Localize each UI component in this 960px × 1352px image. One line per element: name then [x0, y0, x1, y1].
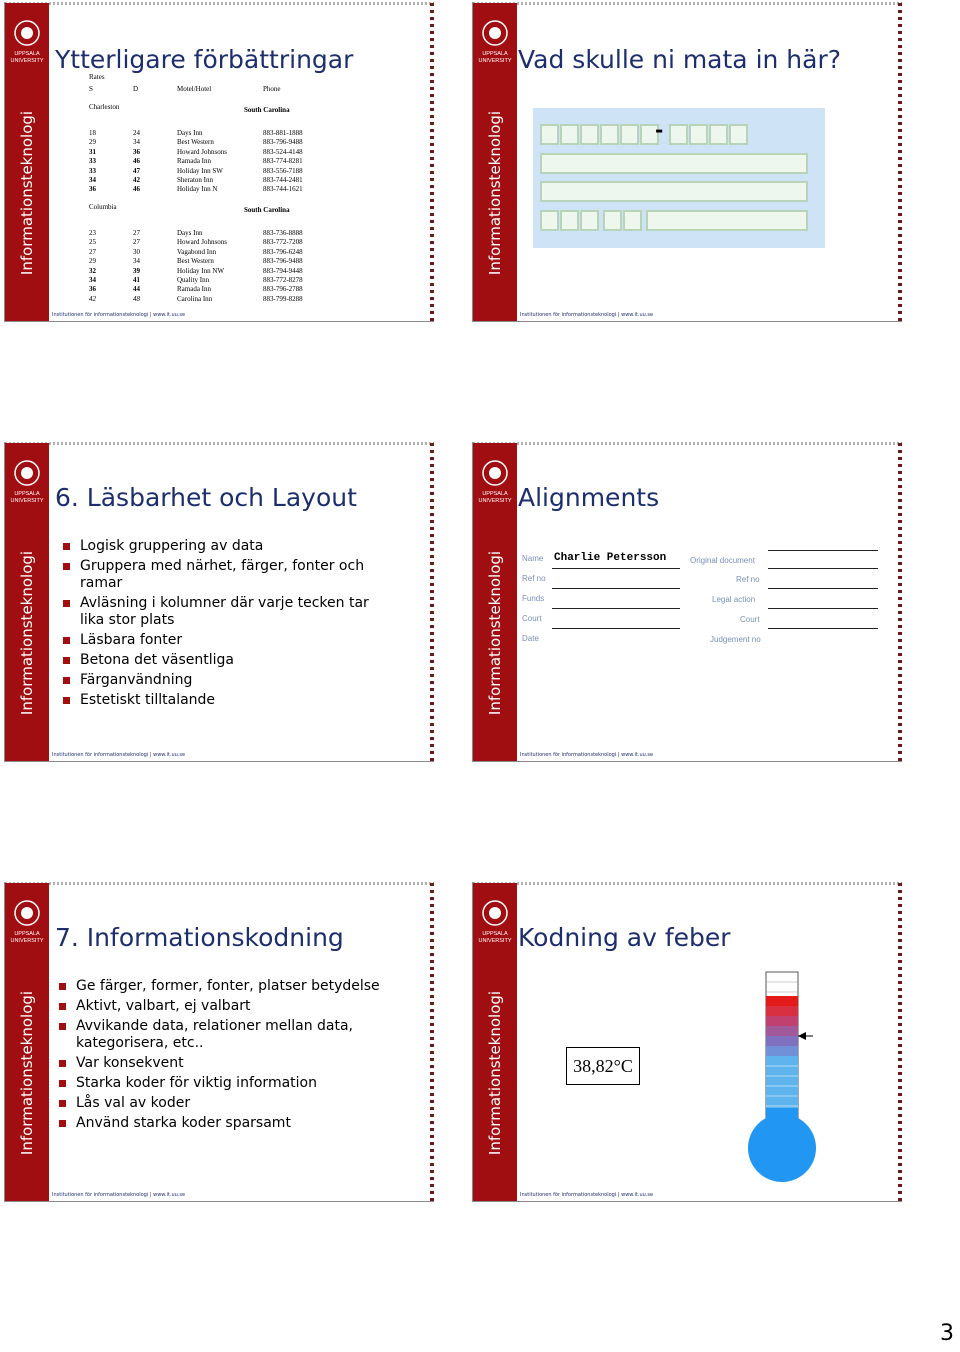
- slide-lasbarhet: [4, 442, 434, 762]
- list-item-text: Starka koder för viktig information: [76, 1075, 317, 1091]
- table-cell: 23: [89, 229, 96, 237]
- table-cell: Ramada Inn: [177, 157, 212, 166]
- phone-digit-field[interactable]: [580, 124, 599, 145]
- table-cell: 30: [133, 247, 140, 256]
- phone-digit-field[interactable]: [709, 124, 728, 145]
- field-underline: [552, 588, 680, 589]
- uppsala-university-seal-icon: [476, 17, 514, 65]
- slide-top-border: [5, 882, 433, 885]
- list-item: [57, 998, 386, 1015]
- sidebar-label: Informationsteknologi: [18, 550, 36, 716]
- list-item-text: Betona det väsentliga: [80, 652, 234, 668]
- bullet-square-icon: [63, 697, 70, 704]
- table-cell: 34: [133, 138, 140, 147]
- bullet-square-icon: [63, 543, 70, 550]
- table-cell: 33: [89, 166, 96, 175]
- sidebar-label: Informationsteknologi: [486, 110, 504, 276]
- slide-footer: Institutionen för informationsteknologi | www.it.uu.se: [520, 752, 654, 758]
- list-item-text: Avvikande data, relationer mellan data, kategorisera, etc..: [76, 1018, 353, 1051]
- field-label-name: Name: [522, 554, 544, 563]
- slide-right-border: [430, 443, 434, 761]
- table-cell: 34: [89, 176, 96, 184]
- table-cell: Days Inn: [177, 229, 203, 237]
- slide-footer: Institutionen för informationsteknologi | www.it.uu.se: [52, 752, 186, 758]
- slide-title: Vad skulle ni mata in här?: [518, 45, 842, 74]
- list-item: [61, 652, 390, 669]
- list-item-text: Var konsekvent: [76, 1055, 184, 1071]
- table-cell: 24: [133, 129, 140, 137]
- table-cell: 883-794-9448: [263, 266, 303, 275]
- slide-title: Kodning av feber: [518, 923, 731, 952]
- slide-top-border: [5, 2, 433, 5]
- logo-text-line2: UNIVERSITY: [10, 498, 44, 504]
- text-field[interactable]: [540, 181, 808, 202]
- list-item: [57, 1018, 386, 1052]
- field-label-funds: Funds: [522, 594, 545, 603]
- phone-digit-field[interactable]: [540, 124, 559, 145]
- slide-right-border: [898, 443, 902, 761]
- table-cell: Ramada Inn: [177, 285, 212, 294]
- field-underline: [768, 588, 878, 589]
- table-cell: 27: [89, 247, 96, 256]
- name-value: Charlie Petersson: [554, 552, 667, 564]
- uppsala-university-seal-icon: [476, 457, 514, 505]
- table-cell: 18: [89, 129, 96, 137]
- list-item: [57, 1055, 386, 1072]
- list-item: [57, 1075, 386, 1092]
- phone-digit-field[interactable]: [620, 124, 639, 145]
- bullet-square-icon: [59, 1023, 66, 1030]
- table-cell: 48: [133, 294, 140, 303]
- list-item: [61, 558, 390, 592]
- list-item-text: Logisk gruppering av data: [80, 538, 264, 554]
- table-cell: 36: [89, 185, 96, 194]
- table-cell: Holiday Inn SW: [177, 166, 223, 175]
- slide-ytterligare: [4, 2, 434, 322]
- bullet-square-icon: [59, 1060, 66, 1067]
- table-cell: 42: [133, 176, 140, 184]
- table-cell: 883-772-8278: [263, 276, 303, 284]
- slide-sidebar: [5, 3, 49, 321]
- list-item-text: Avläsning i kolumner där varje tecken tar lika stor plats: [80, 595, 369, 628]
- list-item: [61, 692, 390, 709]
- slide-top-border: [5, 442, 433, 445]
- table-cell: 883-796-9488: [263, 257, 303, 266]
- bullet-square-icon: [59, 1120, 66, 1127]
- slide-footer: Institutionen för informationsteknologi | www.it.uu.se: [52, 1192, 186, 1198]
- group-state: South Carolina: [244, 206, 290, 214]
- slide-right-border: [430, 883, 434, 1201]
- table-header-motel: Motel/Hotel: [177, 85, 212, 93]
- slide-footer: Institutionen för informationsteknologi | www.it.uu.se: [52, 312, 186, 318]
- table-cell: 883-796-6248: [263, 247, 303, 256]
- list-item: [61, 538, 390, 555]
- field-label-legal-action: Legal action: [712, 595, 756, 604]
- list-item-text: Läsbara fonter: [80, 632, 183, 648]
- bullet-square-icon: [63, 657, 70, 664]
- table-cell: Carolina Inn: [177, 294, 213, 303]
- sidebar-label: Informationsteknologi: [18, 110, 36, 276]
- table-cell: 27: [133, 238, 140, 247]
- list-item-text: Estetiskt tilltalande: [80, 692, 216, 708]
- table-cell: 39: [133, 266, 140, 275]
- field-label-original-document: Original document: [690, 556, 755, 565]
- table-cell: 883-524-4148: [263, 147, 303, 156]
- table-cell: Holiday Inn N: [177, 185, 218, 194]
- field-underline: [552, 628, 680, 629]
- table-cell: Howard Johnsons: [177, 238, 227, 247]
- slide-sidebar: [473, 3, 517, 321]
- table-cell: 46: [133, 185, 140, 194]
- table-cell: 47: [133, 166, 140, 175]
- field-label-refno-right: Ref no: [736, 575, 760, 584]
- text-field[interactable]: [646, 210, 808, 231]
- bullet-square-icon: [59, 1080, 66, 1087]
- list-item: [61, 672, 390, 689]
- table-cell: 31: [89, 147, 96, 156]
- bullet-square-icon: [63, 637, 70, 644]
- sidebar-label: Informationsteknologi: [18, 990, 36, 1156]
- table-cell: Days Inn: [177, 129, 203, 137]
- field-label-court: Court: [522, 614, 542, 623]
- logo-text-line2: UNIVERSITY: [10, 58, 44, 64]
- slide-right-border: [898, 3, 902, 321]
- slide-right-border: [430, 3, 434, 321]
- slide-informationskodning: [4, 882, 434, 1202]
- phone-digit-field[interactable]: [669, 124, 688, 145]
- slide-sidebar: [473, 883, 517, 1201]
- bullet-square-icon: [59, 1100, 66, 1107]
- table-cell: 32: [89, 266, 96, 275]
- group-state: South Carolina: [244, 106, 290, 114]
- logo-text-line2: UNIVERSITY: [478, 938, 512, 944]
- uppsala-university-seal-icon: [8, 457, 46, 505]
- table-cell: 883-772-7208: [263, 238, 303, 247]
- list-item-text: Ge färger, former, fonter, platser betydelse: [76, 978, 380, 994]
- temperature-value: 38,82°C: [573, 1055, 633, 1076]
- slide-title: Ytterligare förbättringar: [55, 45, 354, 74]
- table-cell: Quality Inn: [177, 276, 210, 284]
- table-cell: 25: [89, 238, 96, 247]
- alignment-form-example: [520, 548, 880, 648]
- group-city: Columbia: [89, 203, 117, 211]
- field-underline: [768, 550, 878, 551]
- table-cell: 44: [133, 285, 140, 294]
- uppsala-university-seal-icon: [8, 897, 46, 945]
- table-header-s: S: [89, 85, 93, 93]
- rates-table: [89, 73, 329, 303]
- slide-sidebar: [473, 443, 517, 761]
- table-cell: 883-881-1888: [263, 129, 303, 137]
- bullet-square-icon: [63, 677, 70, 684]
- table-cell: 36: [89, 285, 96, 294]
- table-cell: 883-799-8288: [263, 294, 303, 303]
- date-digit-field[interactable]: [623, 210, 642, 231]
- form-mockup: [533, 108, 825, 248]
- table-cell: 34: [133, 257, 140, 266]
- group-city: Charleston: [89, 103, 120, 111]
- text-field[interactable]: [540, 153, 808, 174]
- table-cell: 883-556-7188: [263, 166, 303, 175]
- table-cell: 883-796-9488: [263, 138, 303, 147]
- slide-sidebar: [5, 443, 49, 761]
- logo-text-line1: UPPSALA: [14, 931, 40, 937]
- table-cell: 883-744-2481: [263, 176, 303, 184]
- slide-top-border: [473, 442, 901, 445]
- slide-top-border: [473, 2, 901, 5]
- slide-title: Alignments: [518, 483, 660, 512]
- date-digit-field[interactable]: [560, 210, 579, 231]
- field-underline: [552, 568, 680, 569]
- slide-right-border: [898, 883, 902, 1201]
- bullet-square-icon: [59, 983, 66, 990]
- table-cell: 29: [89, 138, 96, 147]
- uppsala-university-seal-icon: [8, 17, 46, 65]
- field-label-judgement-no: Judgement no: [710, 635, 761, 644]
- bullet-list: [61, 538, 390, 712]
- field-label-date: Date: [522, 634, 539, 643]
- table-header-phone: Phone: [263, 85, 281, 93]
- temperature-box: [566, 1047, 640, 1085]
- phone-dash: -: [655, 118, 664, 142]
- slide-title: 7. Informationskodning: [55, 923, 344, 952]
- list-item-text: Gruppera med närhet, färger, fonter och ramar: [80, 558, 365, 591]
- bullet-square-icon: [63, 563, 70, 570]
- slide-title: 6. Läsbarhet och Layout: [55, 483, 357, 512]
- list-item: [61, 595, 390, 629]
- list-item: [61, 632, 390, 649]
- table-cell: 41: [133, 276, 140, 284]
- date-digit-field[interactable]: [603, 210, 622, 231]
- bullet-square-icon: [63, 600, 70, 607]
- slide-top-border: [473, 882, 901, 885]
- table-rates-label: Rates: [89, 73, 105, 81]
- list-item-text: Färganvändning: [80, 672, 193, 688]
- sidebar-label: Informationsteknologi: [486, 990, 504, 1156]
- field-underline: [768, 568, 878, 569]
- table-cell: Holiday Inn NW: [177, 266, 225, 275]
- uppsala-university-seal-icon: [476, 897, 514, 945]
- table-cell: 883-774-8281: [263, 157, 303, 166]
- field-label-court-right: Court: [740, 615, 760, 624]
- logo-text-line1: UPPSALA: [14, 51, 40, 57]
- list-item-text: Aktivt, valbart, ej valbart: [76, 998, 251, 1014]
- table-cell: 34: [89, 276, 96, 284]
- list-item-text: Lås val av koder: [76, 1095, 191, 1111]
- phone-digit-field[interactable]: [600, 124, 619, 145]
- slide-kodning-av-feber: [472, 882, 902, 1202]
- slide-sidebar: [5, 883, 49, 1201]
- logo-text-line1: UPPSALA: [482, 931, 508, 937]
- table-cell: Howard Johnsons: [177, 147, 227, 156]
- phone-digit-field[interactable]: [560, 124, 579, 145]
- bullet-square-icon: [59, 1003, 66, 1010]
- logo-text-line1: UPPSALA: [482, 51, 508, 57]
- table-cell: 42: [89, 294, 96, 303]
- thermometer-icon: [735, 968, 835, 1188]
- slide-footer: Institutionen för informationsteknologi | www.it.uu.se: [520, 1192, 654, 1198]
- logo-text-line2: UNIVERSITY: [478, 498, 512, 504]
- table-cell: Vagabond Inn: [177, 247, 217, 256]
- logo-text-line2: UNIVERSITY: [478, 58, 512, 64]
- sidebar-label: Informationsteknologi: [486, 550, 504, 716]
- list-item: [57, 1115, 386, 1132]
- table-cell: Best Western: [177, 138, 214, 147]
- table-cell: Best Western: [177, 257, 214, 266]
- table-cell: 29: [89, 257, 96, 266]
- field-underline: [768, 628, 878, 629]
- list-item: [57, 1095, 386, 1112]
- table-cell: 883-736-8888: [263, 229, 303, 237]
- date-digit-field[interactable]: [540, 210, 559, 231]
- bullet-list: [57, 978, 386, 1135]
- slide-footer: Institutionen för informationsteknologi | www.it.uu.se: [520, 312, 654, 318]
- table-cell: 883-796-2788: [263, 285, 303, 294]
- field-underline: [552, 608, 680, 609]
- table-cell: 46: [133, 157, 140, 166]
- table-cell: 33: [89, 157, 96, 166]
- logo-text-line2: UNIVERSITY: [10, 938, 44, 944]
- logo-text-line1: UPPSALA: [14, 491, 40, 497]
- page-number: 3: [940, 1321, 954, 1346]
- logo-text-line1: UPPSALA: [482, 491, 508, 497]
- table-cell: 883-744-1621: [263, 185, 303, 194]
- phone-digit-field[interactable]: [729, 124, 748, 145]
- table-header-d: D: [133, 85, 139, 93]
- field-underline: [768, 608, 878, 609]
- table-cell: Sheraton Inn: [177, 176, 213, 184]
- list-item: [57, 978, 386, 995]
- field-label-refno: Ref no: [522, 574, 546, 583]
- phone-digit-field[interactable]: [689, 124, 708, 145]
- list-item-text: Använd starka koder sparsamt: [76, 1115, 291, 1131]
- table-cell: 27: [133, 229, 140, 237]
- table-cell: 36: [133, 147, 140, 156]
- date-digit-field[interactable]: [580, 210, 599, 231]
